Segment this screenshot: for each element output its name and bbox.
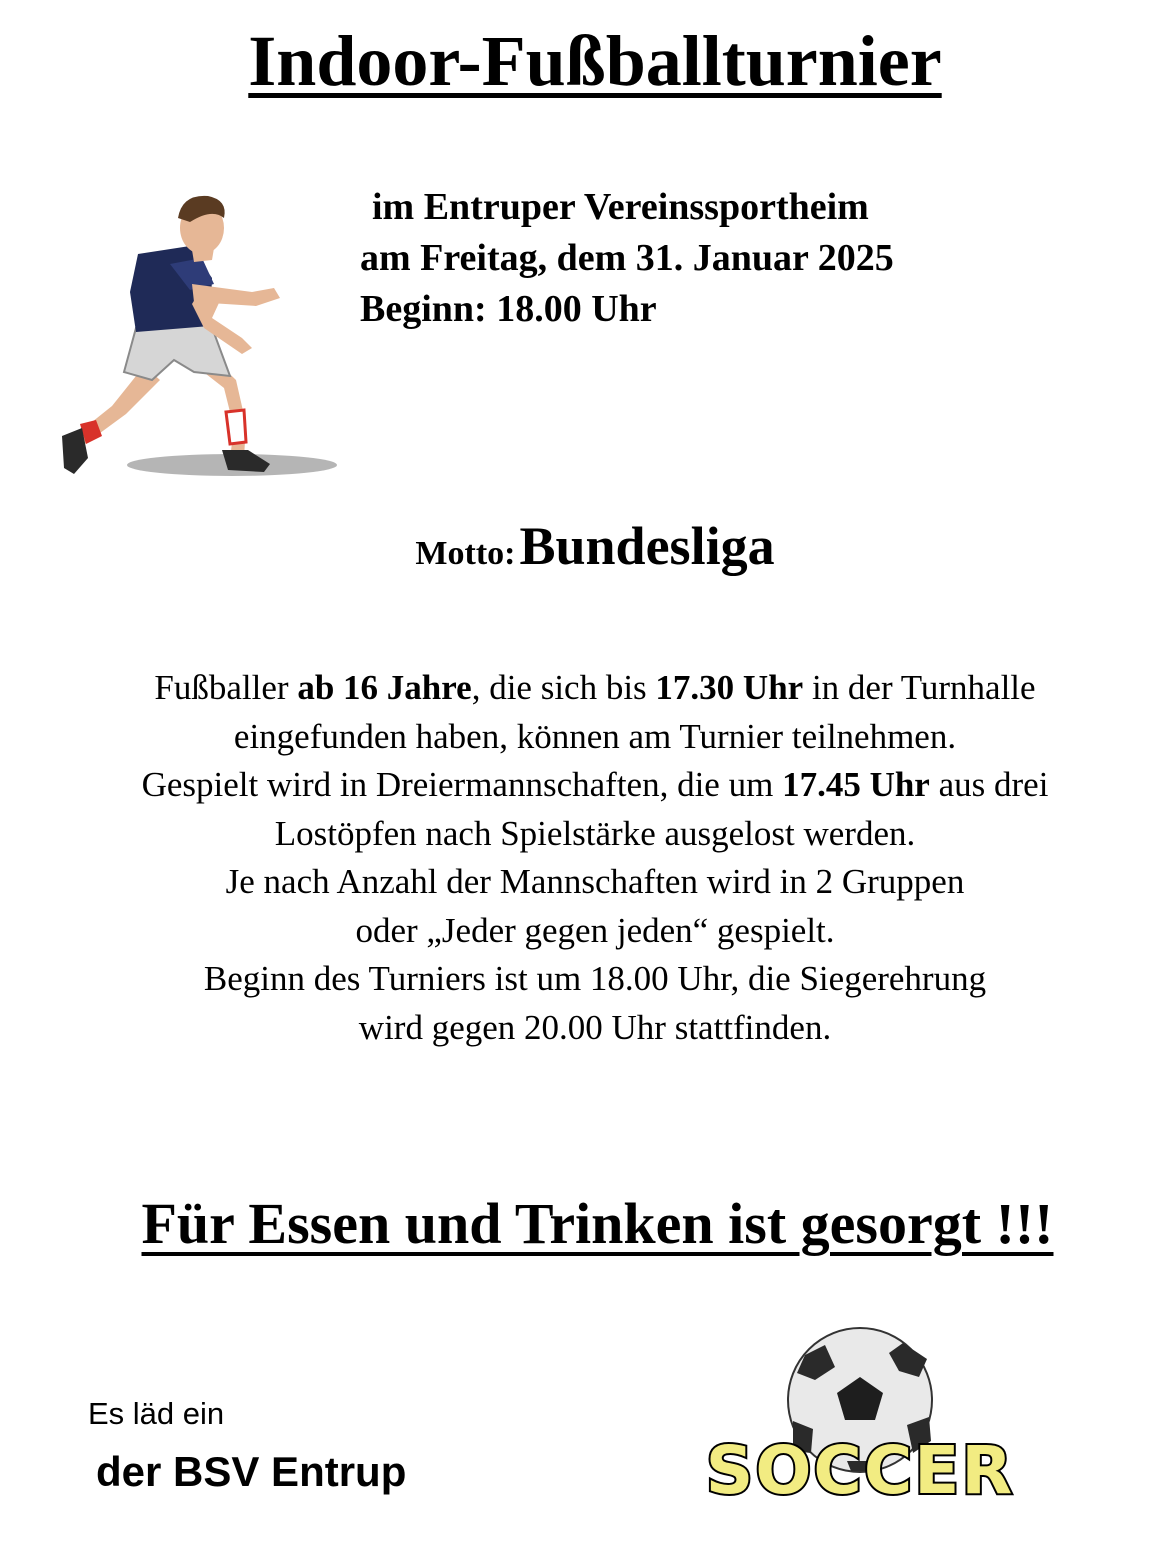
event-location: im Entruper Vereinssportheim xyxy=(372,186,869,228)
soccer-logo-text: SOCCER xyxy=(705,1432,1015,1505)
event-start-time: Beginn: 18.00 Uhr xyxy=(360,288,657,330)
poster-title-text: Indoor-Fußballturnier xyxy=(248,21,942,101)
description-arrival-time: 17.30 Uhr xyxy=(655,668,804,707)
football-player-icon xyxy=(52,188,342,488)
event-date: am Freitag, dem 31. Januar 2025 xyxy=(360,237,894,279)
poster-title xyxy=(0,22,1170,101)
description-text: Gespielt wird in Dreiermannschaften, die um xyxy=(141,765,783,804)
description-text: , die sich bis xyxy=(471,668,656,707)
host-club: der BSV Entrup xyxy=(96,1448,407,1495)
description-draw-time: 17.45 Uhr xyxy=(782,765,930,804)
description-text: Fußballer xyxy=(154,668,298,707)
description-line: oder „Jeder gegen jeden“ gespielt. xyxy=(355,910,835,950)
description-text: in der Turnhalle xyxy=(803,668,1036,707)
description-line: Lostöpfen nach Spielstärke ausgelost werden. xyxy=(274,813,916,853)
description-age: ab 16 Jahre xyxy=(297,668,472,707)
invite-line: Es läd ein xyxy=(88,1396,225,1431)
description-line: wird gegen 20.00 Uhr stattfinden. xyxy=(358,1007,832,1047)
description-text: aus drei xyxy=(929,765,1049,804)
motto xyxy=(0,515,1170,577)
description-line xyxy=(0,664,1170,713)
description-line: Beginn des Turniers ist um 18.00 Uhr, die Siegerehrung xyxy=(203,959,987,998)
food-notice xyxy=(0,1190,1170,1257)
food-notice-text: Für Essen und Trinken ist gesorgt !!! xyxy=(141,1191,1054,1256)
description-line: eingefunden haben, können am Turnier teilnehmen. xyxy=(233,716,957,756)
motto-value: Bundesliga xyxy=(519,516,775,576)
description-line xyxy=(0,761,1170,810)
description xyxy=(0,664,1170,1052)
event-info xyxy=(360,182,894,335)
soccer-logo xyxy=(675,1325,1045,1505)
motto-label: Motto: xyxy=(415,535,516,572)
description-line: Je nach Anzahl der Mannschaften wird in 2 Gruppen xyxy=(225,862,965,901)
